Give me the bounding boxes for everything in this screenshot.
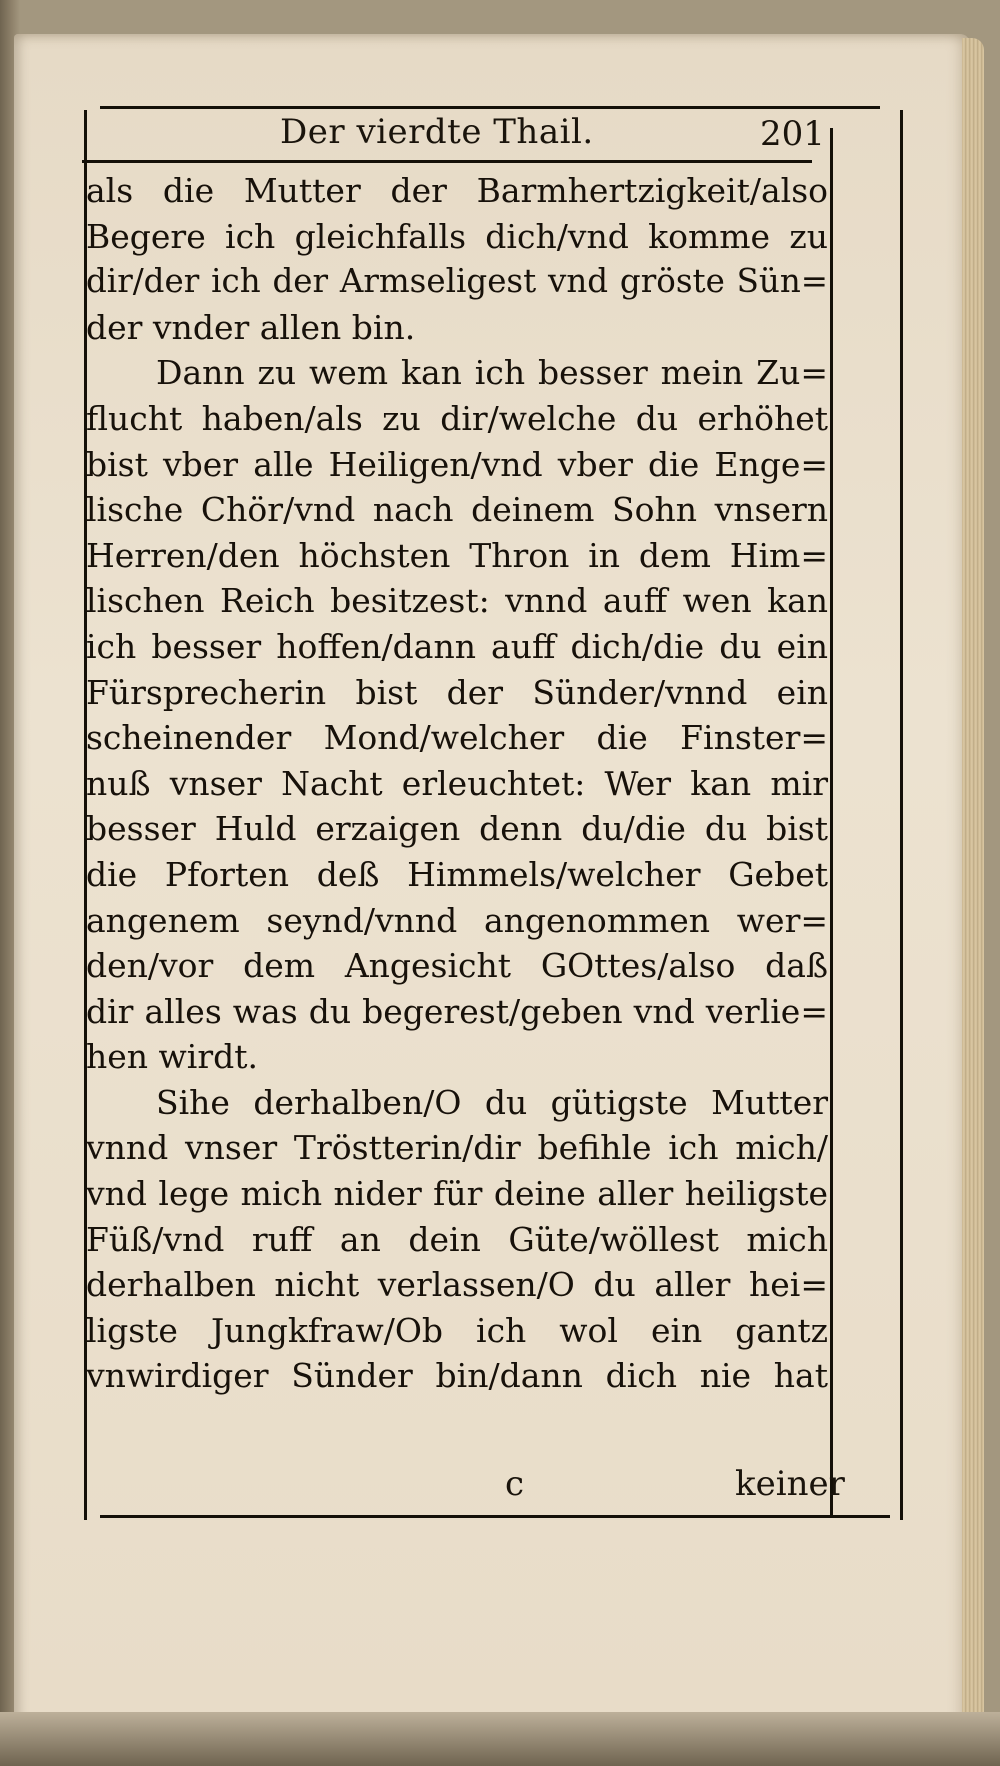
text-line: nuß vnser Nacht erleuchtet: Wer kan mir: [86, 763, 828, 803]
text-line: Begere ich gleichfalls dich/vnd komme zu: [86, 216, 828, 256]
text-line: hen wirdt.: [86, 1037, 258, 1077]
text-line: scheinender Mond/welcher die Finster=: [86, 718, 828, 758]
signature-mark: c: [505, 1464, 525, 1504]
page-edges: [962, 38, 984, 1738]
text-line: vnwirdiger Sünder bin/dann dich nie hat: [86, 1356, 828, 1396]
outer-right-border-rule: [900, 110, 903, 1520]
text-line: dir alles was du begerest/geben vnd verlie=: [86, 991, 828, 1031]
text-line: lischen Reich besitzest: vnnd auff wen kan: [86, 581, 828, 621]
text-line: Füß/vnd ruff an dein Güte/wöllest mich: [86, 1219, 828, 1259]
inner-right-border-rule: [830, 128, 833, 1518]
paragraph-start-line: Sihe derhalben/O du gütigste Mutter: [156, 1082, 828, 1122]
top-border-rule: [100, 106, 880, 109]
text-line: den/vor dem Angesicht GOttes/also daß: [86, 946, 828, 986]
text-line: dir/der ich der Armseligest vnd gröste Sün=: [86, 262, 828, 301]
text-block: [86, 168, 828, 1399]
binding-shadow: [0, 1712, 1000, 1766]
text-line: bist vber alle Heiligen/vnd vber die Enge=: [86, 444, 828, 484]
text-line: als die Mutter der Barmhertzigkeit/also: [86, 171, 828, 210]
running-title: Der vierdte Thail.: [280, 112, 594, 152]
text-line: flucht haben/als zu dir/welche du erhöhet: [86, 398, 828, 438]
header-rule: [82, 160, 812, 163]
text-line: ligste Jungkfraw/Ob ich wol ein gantz: [86, 1310, 828, 1350]
text-line: die Pforten deß Himmels/welcher Gebet: [86, 854, 828, 894]
text-line: vnnd vnser Tröstterin/dir befihle ich mich/: [86, 1128, 828, 1168]
catchword: keiner: [735, 1464, 845, 1504]
page-number: 201: [760, 114, 825, 154]
text-line: besser Huld erzaigen denn du/die du bist: [86, 809, 828, 849]
text-line: derhalben nicht verlassen/O du aller hei=: [86, 1265, 828, 1305]
paragraph-start-line: Dann zu wem kan ich besser mein Zu=: [156, 353, 828, 393]
text-line: Fürsprecherin bist der Sünder/vnnd ein: [86, 672, 828, 712]
text-line: angenem seynd/vnnd angenommen wer=: [86, 900, 828, 940]
text-line: vnd lege mich nider für deine aller heiligste: [86, 1174, 828, 1214]
text-line: Herren/den höchsten Thron in dem Him=: [86, 535, 828, 575]
text-line: ich besser hoffen/dann auff dich/die du ein: [86, 626, 828, 666]
bottom-border-rule: [100, 1515, 890, 1518]
text-line: der vnder allen bin.: [86, 307, 416, 347]
text-line: lische Chör/vnd nach deinem Sohn vnsern: [86, 490, 828, 530]
